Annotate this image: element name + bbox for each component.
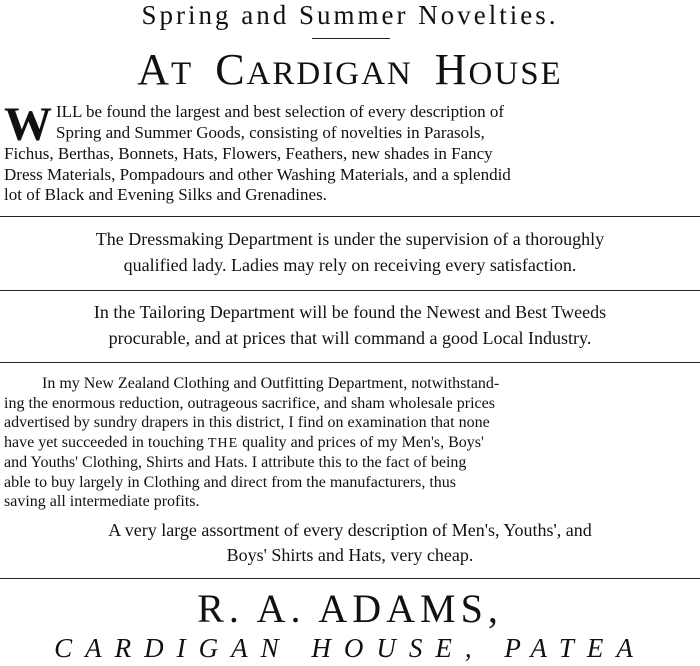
assortment-line: A very large assortment of every description of Men's, Youths', and: [108, 520, 592, 540]
store-title-rest-1: T: [171, 56, 194, 92]
store-title-rest-2: ARDIGAN: [246, 56, 413, 92]
assortment-section: [0, 518, 700, 568]
signature: R. A. ADAMS,: [197, 586, 503, 631]
intro-paragraph: [4, 98, 694, 206]
clothing-line: In my New Zealand Clothing and Outfitting Department, notwithstand-: [42, 375, 500, 392]
clothing-line: advertised by sundry drapers in this district, I find on examination that none: [4, 414, 490, 431]
tailoring-line: In the Tailoring Department will be found the Newest and Best Tweeds: [93, 302, 607, 322]
divider: [0, 362, 700, 363]
short-divider: [312, 38, 390, 39]
tailoring-section: [0, 299, 700, 351]
divider: [0, 578, 700, 579]
clothing-line: able to buy largely in Clothing and direct from the manufacturers, thus: [4, 473, 457, 491]
clothing-text: have yet succeeded in touching: [4, 433, 208, 451]
store-title: [0, 45, 700, 96]
dressmaking-section: [0, 226, 700, 278]
address: CARDIGAN HOUSE, PATEA: [54, 633, 646, 663]
tailoring-line: procurable, and at prices that will command a good Local Industry.: [108, 328, 592, 348]
intro-line: Fichus, Berthas, Bonnets, Hats, Flowers, Feathers, new shades in Fancy: [4, 144, 493, 163]
divider: [0, 216, 700, 217]
clothing-line: [4, 433, 694, 454]
dressmaking-line: The Dressmaking Department is under the supervision of a thoroughly: [95, 229, 605, 249]
emphasis-the: THE: [207, 435, 239, 451]
drop-cap: W: [4, 98, 52, 151]
intro-line: lot of Black and Evening Silks and Grenadines.: [4, 185, 327, 204]
store-title-cap-2: C: [215, 45, 247, 94]
clothing-text: quality and prices of my Men's, Boys': [238, 433, 484, 451]
clothing-line: ing the enormous reduction, outrageous sacrifice, and sham wholesale prices: [4, 394, 495, 412]
divider: [0, 290, 700, 291]
assortment-line: Boys' Shirts and Hats, very cheap.: [226, 545, 474, 565]
clothing-line: and Youths' Clothing, Shirts and Hats. I attribute this to the fact of being: [4, 454, 467, 471]
clothing-line: saving all intermediate profits.: [4, 493, 200, 510]
store-title-rest-3: OUSE: [468, 56, 563, 92]
store-title-cap-1: A: [137, 45, 172, 94]
headline: Spring and Summer Novelties.: [141, 0, 559, 30]
clothing-paragraph: [4, 374, 694, 512]
intro-line: Spring and Summer Goods, consisting of novelties in Parasols,: [56, 122, 485, 142]
intro-line: Dress Materials, Pompadours and other Washing Materials, and a splendid: [4, 164, 511, 184]
store-title-cap-3: H: [434, 45, 469, 94]
dressmaking-line: qualified lady. Ladies may rely on receiving every satisfaction.: [123, 255, 577, 275]
intro-line: ILL be found the largest and best selection of every description of: [56, 102, 504, 121]
